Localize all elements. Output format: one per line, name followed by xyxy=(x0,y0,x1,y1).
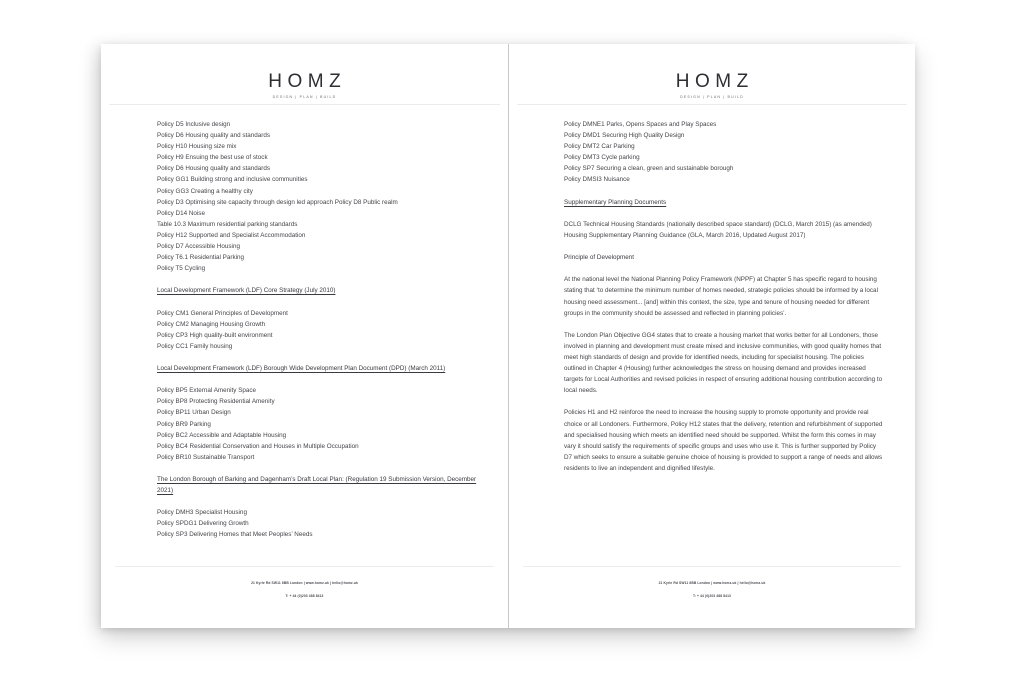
policy-item: Policy D6 Housing quality and standards xyxy=(157,132,271,140)
page-left-content xyxy=(101,105,508,541)
policy-item: Policy SPDG1 Delivering Growth xyxy=(157,520,249,528)
policy-item: Policy D3 Optimising site capacity through design led approach Policy D8 Public realm xyxy=(157,198,398,206)
policy-item: Policy DMT2 Car Parking xyxy=(564,143,635,151)
section-heading-ldf-dpd: Local Development Framework (LDF) Borough Wide Development Plan Document (DPD) (March 2011) xyxy=(157,365,446,373)
policy-item: Policy DMSI3 Nuisance xyxy=(564,176,630,184)
section-heading-supplementary-planning-documents: Supplementary Planning Documents xyxy=(564,198,667,206)
policy-item: Policy SP3 Delivering Homes that Meet Peoples’ Needs xyxy=(157,531,313,539)
section-heading-draft-local-plan: The London Borough of Barking and Dagenham’s Draft Local Plan: (Regulation 19 Submission Version, December 2021) xyxy=(157,476,477,495)
spacer xyxy=(564,263,883,274)
page-right-footer xyxy=(509,566,915,628)
section-heading-principle-of-development: Principle of Development xyxy=(564,254,635,262)
spacer xyxy=(564,319,883,330)
policy-item: Policy H10 Housing size mix xyxy=(157,143,237,151)
policy-item: Policy CM2 Managing Housing Growth xyxy=(157,320,266,328)
page-left-footer xyxy=(101,566,508,628)
policy-item: Policy BC2 Accessible and Adaptable Housing xyxy=(157,431,287,439)
page-right-content xyxy=(509,105,915,474)
spd-item: Housing Supplementary Planning Guidance (GLA, March 2016, Updated August 2017) xyxy=(564,231,806,239)
policy-item: Policy D7 Accessible Housing xyxy=(157,243,240,251)
page-left-masthead xyxy=(101,44,508,104)
policy-item: Policy CC1 Family housing xyxy=(157,342,233,350)
homz-wordmark: HOMZ xyxy=(268,71,347,93)
body-paragraph: At the national level the National Planning Policy Framework (NPPF) at Chapter 5 has specific regard to housing stating that ‘to determine the minimum number of homes needed, strategic policies should be informed by a local housing need assessment... [and] within this context, the size, type and tenure of housing needed for different groups in the community should be assessed and reflected in planning policies’. xyxy=(564,276,878,317)
footer-phone: T: + 44 (0)203 488 8413 xyxy=(692,594,732,598)
policy-item: Policy GG3 Creating a healthy city xyxy=(157,187,253,195)
policy-item: Table 10.3 Maximum residential parking standards xyxy=(157,220,298,228)
policy-item: Policy BP5 External Amenity Space xyxy=(157,387,257,395)
body-paragraph: The London Plan Objective GG4 states that to create a housing market that works better for all Londoners, those involved in planning and development must create mixed and inclusive communities, with good quality homes that meet high standards of design and provide for identified needs, including for specialist housing. The policies outlined in Chapter 4 (Housing) further acknowledges the stress on housing demand and provides increased targets for Local Authorities and revised policies in respect of ensuring additional housing contribution according to local needs. xyxy=(564,331,883,395)
page-right-masthead xyxy=(509,44,915,104)
policy-item: Policy BP11 Urban Design xyxy=(157,409,231,417)
spacer xyxy=(564,241,883,252)
policy-item: Policy D5 Inclusive design xyxy=(157,121,231,128)
policy-item: Policy BC4 Residential Conservation and Houses in Multiple Occupation xyxy=(157,442,359,450)
body-paragraph: Policies H1 and H2 reinforce the need to increase the housing supply to promote opportunity and provide real choice or all Londoners. Furthermore, Policy H12 states that the delivery, retention and refurbishment of supported and specialised housing which meets an identified need should be supported. Whilst the form this comes in may vary it should satisfy the requirements of specific groups and uses who use it. This is further supported by Policy D7 which seeks to ensure a suitable genuine choice of housing is provided to support a range of needs and allows residents to live an independent and dignified lifestyle. xyxy=(564,409,883,472)
document-spread xyxy=(101,44,915,628)
policy-item: Policy H9 Ensuing the best use of stock xyxy=(157,154,268,162)
policy-item: Policy DMT3 Cycle parking xyxy=(564,154,640,162)
spacer xyxy=(564,396,883,407)
footer-address: 21 Kyrle Rd SW11 6BB London | www.homz.uk | hello@homz.uk xyxy=(658,581,766,585)
policy-item: Policy SP7 Securing a clean, green and sustainable borough xyxy=(564,165,734,173)
spacer xyxy=(157,463,478,474)
policy-item: Policy BP8 Protecting Residential Amenity xyxy=(157,398,275,406)
policy-item: Policy D14 Noise xyxy=(157,209,205,217)
policy-item: Policy GG1 Building strong and inclusive communities xyxy=(157,176,308,184)
spd-item: DCLG Technical Housing Standards (nationally described space standard) (DCLG, March 2015) (as amended) xyxy=(564,220,872,228)
policy-item: Policy BR9 Parking xyxy=(157,420,211,428)
page-right xyxy=(508,44,915,628)
page-left xyxy=(101,44,508,628)
policy-item: Policy D6 Housing quality and standards xyxy=(157,165,271,173)
spacer xyxy=(157,274,478,285)
homz-tagline: DESIGN | PLAN | BUILD xyxy=(272,95,337,100)
spacer xyxy=(564,208,883,219)
spacer xyxy=(157,352,478,363)
policy-item: Policy DMH3 Specialist Housing xyxy=(157,509,247,517)
spacer xyxy=(157,496,478,507)
policy-item: Policy DMNE1 Parks, Opens Spaces and Play Spaces xyxy=(564,121,717,128)
footer-phone: T: + 44 (0)203 488 8413 xyxy=(285,594,324,598)
policy-item: Policy CP3 High quality-built environment xyxy=(157,331,273,339)
policy-item: Policy CM1 General Principles of Development xyxy=(157,309,288,317)
spacer xyxy=(564,186,883,197)
spacer xyxy=(157,297,478,308)
homz-wordmark: HOMZ xyxy=(675,71,754,93)
policy-item: Policy H12 Supported and Specialist Accommodation xyxy=(157,231,306,239)
footer-contact-left xyxy=(101,567,508,601)
policy-item: Policy T5 Cycling xyxy=(157,265,206,273)
section-heading-ldf-core-strategy: Local Development Framework (LDF) Core Strategy (July 2010) xyxy=(157,287,336,295)
policy-item: Policy BR10 Sustainable Transport xyxy=(157,453,255,461)
policy-item: Policy T6.1 Residential Parking xyxy=(157,254,245,262)
spacer xyxy=(157,374,478,385)
policy-item: Policy DMD1 Securing High Quality Design xyxy=(564,132,685,140)
footer-address: 21 Kyrle Rd SW11 6BB London | www.homz.uk | hello@homz.uk xyxy=(251,581,358,585)
footer-contact-right xyxy=(509,567,915,601)
homz-tagline: DESIGN | PLAN | BUILD xyxy=(680,95,744,100)
